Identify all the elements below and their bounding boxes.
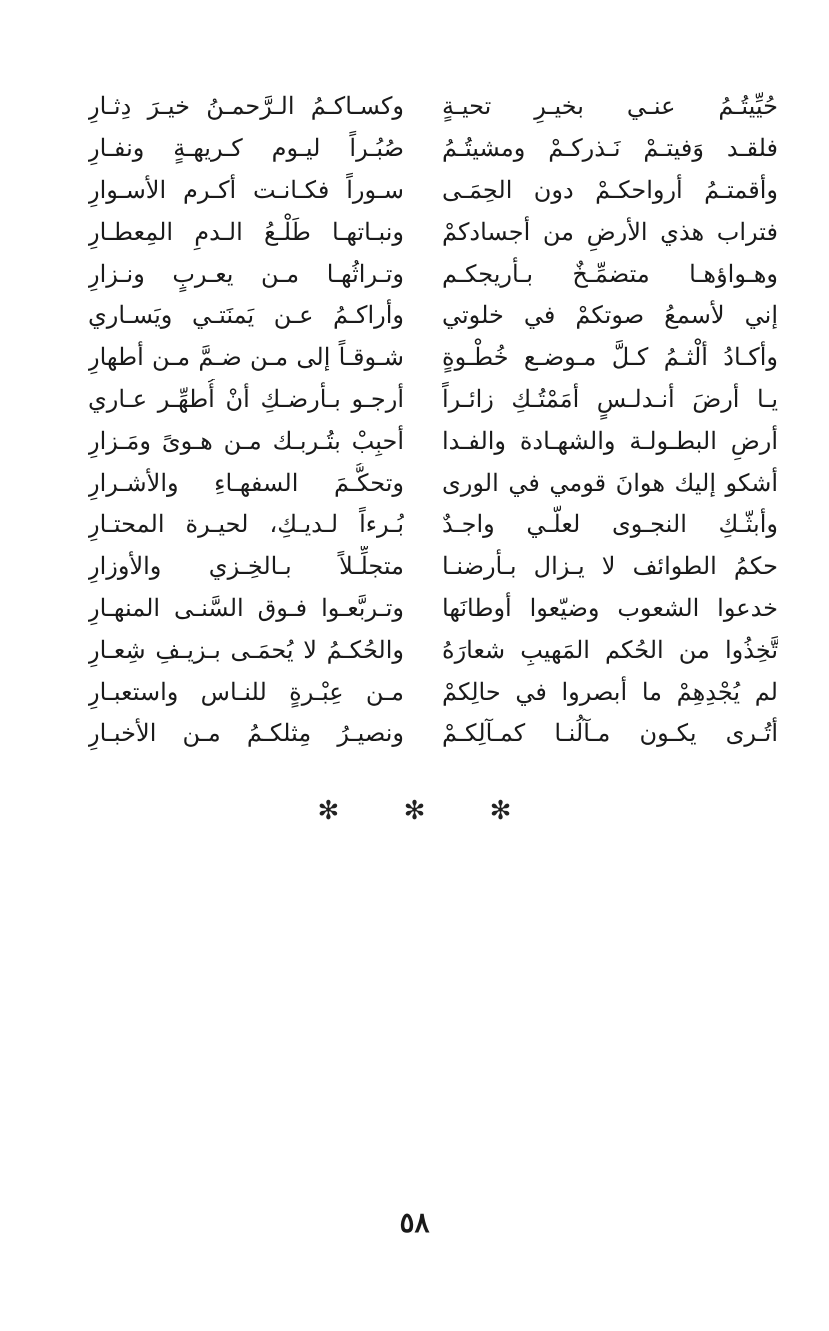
first-hemistich: خدعوا الشعوب وضيّعوا أوطانَها xyxy=(442,593,778,622)
second-hemistich: أحبِبْ بتُـربـك مـن هـوىً ومَـزارِ xyxy=(88,426,404,455)
second-hemistich: متجلِّـلاً بـالخِـزي والأوزارِ xyxy=(88,552,404,581)
first-hemistich: وهـواؤهـا متضمِّـخٌ بـأريجكـم xyxy=(442,259,778,288)
verse-line xyxy=(88,546,778,588)
second-hemistich: وتـراثُهـا مـن يعـربٍ ونـزارِ xyxy=(88,259,404,288)
first-hemistich: لم يُجْدِهِمْ ما أبصروا في حالِكمْ xyxy=(442,677,778,706)
first-hemistich: فتراب هذي الأرضِ من أجسادكمْ xyxy=(442,217,778,246)
second-hemistich: بُـرءاً لـديـكِ، لحيـرة المحتـارِ xyxy=(88,510,404,539)
poem xyxy=(88,86,778,755)
second-hemistich: وتـربَّعـوا فـوق السَّنـى المنهـارِ xyxy=(88,593,404,622)
first-hemistich: يـا أرضَ أنـدلـسٍ أمَمْتُـكِ زائـراً xyxy=(442,384,778,413)
second-hemistich: وتحكُّـمَ السفهـاءِ والأشـرارِ xyxy=(88,468,404,497)
first-hemistich: وأبثّـكِ النجـوى لعلّـي واجـدٌ xyxy=(442,510,778,539)
verse-line xyxy=(88,211,778,253)
verse-line xyxy=(88,462,778,504)
second-hemistich: ونصيـرُ مِثلكـمُ مـن الأخبـارِ xyxy=(88,719,404,748)
first-hemistich: حُيِّيتُـمُ عنـي بخيـرِ تحيـةٍ xyxy=(442,92,778,121)
first-hemistich: أشكو إليك هوانَ قومي في الورى xyxy=(442,468,778,497)
verse-line xyxy=(88,86,778,128)
verse-line xyxy=(88,420,778,462)
verse-line xyxy=(88,128,778,170)
first-hemistich: إني لأسمعُ صوتكمْ في خلوتي xyxy=(442,301,778,330)
verse-line xyxy=(88,337,778,379)
verse-line xyxy=(88,588,778,630)
first-hemistich: تَّخِذُوا من الحُكم المَهيبِ شعارَهُ xyxy=(442,635,778,664)
first-hemistich: حكمُ الطوائف لا يـزال بـأرضنـا xyxy=(442,552,778,581)
first-hemistich: وأقمتـمُ أرواحكـمْ دون الحِمَـى xyxy=(442,175,778,204)
first-hemistich: أتُـرى يكـون مـآلُنـا كمـآلِكـمْ xyxy=(442,719,778,748)
first-hemistich: وأكـادُ ألْثـمُ كـلَّ مـوضـع خُطْـوةٍ xyxy=(442,343,778,372)
second-hemistich: شـوقـاً إلى مـن ضـمَّ مـن أطهارِ xyxy=(88,343,404,372)
second-hemistich: سـوراً فكـانـت أكـرم الأسـوارِ xyxy=(88,175,404,204)
first-hemistich: أرضِ البطـولـة والشهـادة والفـدا xyxy=(442,426,778,455)
second-hemistich: وكسـاكـمُ الـرَّحمـنُ خيـرَ دِثـارِ xyxy=(88,92,404,121)
verse-line xyxy=(88,504,778,546)
verse-line xyxy=(88,671,778,713)
second-hemistich: ونبـاتهـا طَلْـعُ الـدمِ المِعطـارِ xyxy=(88,217,404,246)
page-number: ٥٨ xyxy=(399,1206,430,1239)
first-hemistich: فلقـد وَفيتـمْ نَـذركـمْ ومشيتُـمُ xyxy=(442,134,778,163)
section-separator: ✻ ✻ ✻ xyxy=(317,796,540,826)
verse-line xyxy=(88,379,778,421)
verse-line xyxy=(88,295,778,337)
second-hemistich: وأراكـمُ عـن يَمنَتـي ويَسـاري xyxy=(88,301,404,330)
verse-line xyxy=(88,629,778,671)
verse-line xyxy=(88,253,778,295)
second-hemistich: مـن عِبْـرةٍ للنـاس واستعبـارِ xyxy=(88,677,404,706)
second-hemistich: أرجـو بـأرضـكِ أنْ أُطهِّـر عـاري xyxy=(88,384,404,413)
second-hemistich: صُبُـراً ليـوم كـريهـةٍ ونفـارِ xyxy=(88,134,404,163)
verse-line xyxy=(88,170,778,212)
verse-line xyxy=(88,713,778,755)
second-hemistich: والحُكـمُ لا يُحمَـى بـزيـفِ شِعـارِ xyxy=(88,635,404,664)
